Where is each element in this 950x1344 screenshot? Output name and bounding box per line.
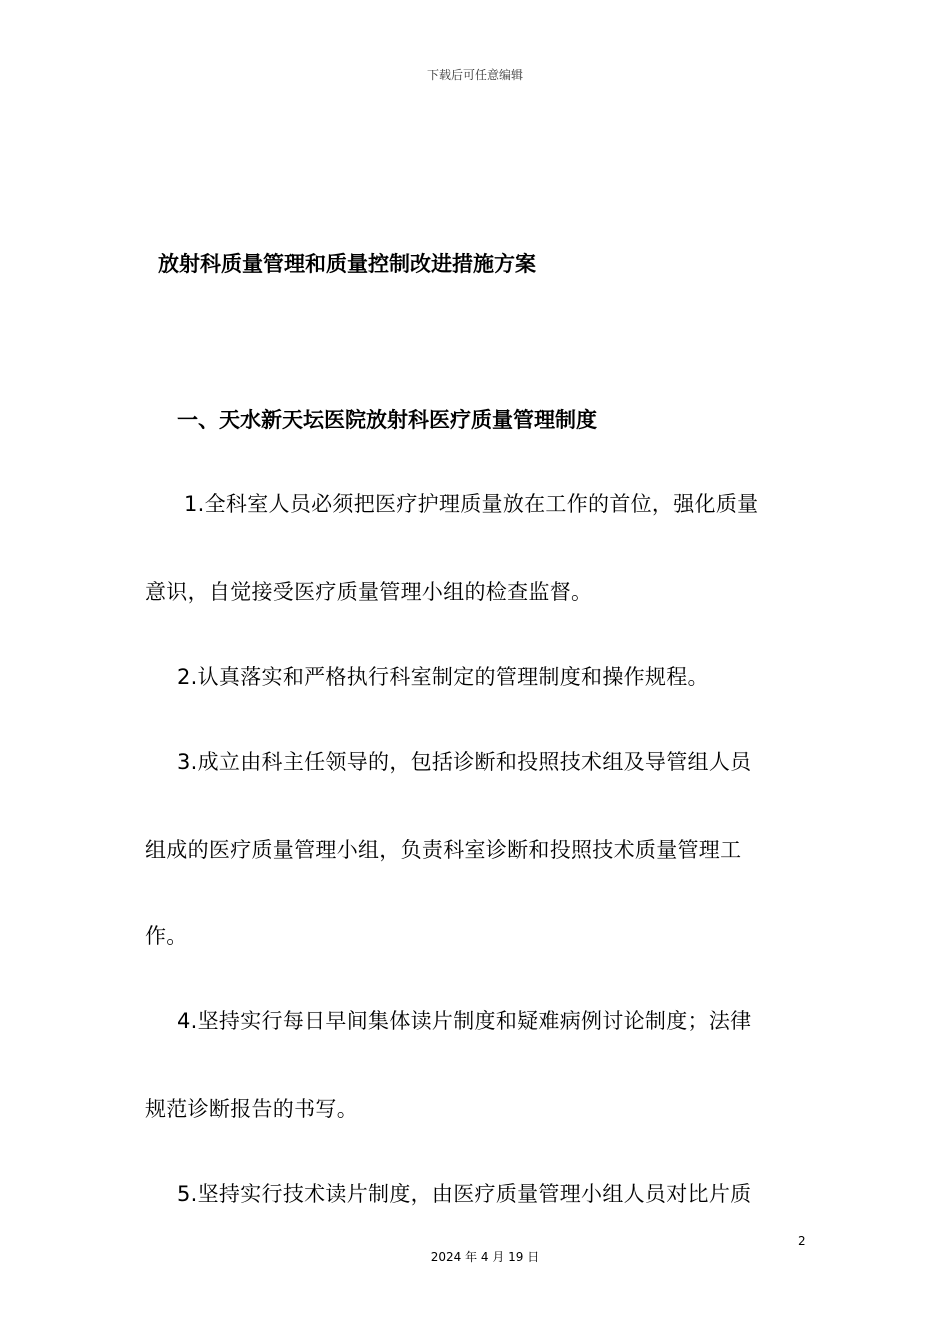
page-number: 2 [798,1234,806,1248]
body-line-2: 意识，自觉接受医疗质量管理小组的检查监督。 [145,580,593,604]
body-line-4: 3.成立由科主任领导的，包括诊断和投照技术组及导管组人员 [177,750,752,774]
body-line-9: 5.坚持实行技术读片制度，由医疗质量管理小组人员对比片质 [177,1182,752,1206]
body-line-5: 组成的医疗质量管理小组，负责科室诊断和投照技术质量管理工 [145,838,742,862]
body-line-8: 规范诊断报告的书写。 [145,1097,358,1121]
body-line-3: 2.认真落实和严格执行科室制定的管理制度和操作规程。 [177,665,709,689]
body-line-7: 4.坚持实行每日早间集体读片制度和疑难病例讨论制度；法律 [177,1009,752,1033]
section-heading: 一、天水新天坛医院放射科医疗质量管理制度 [177,408,597,432]
document-title: 放射科质量管理和质量控制改进措施方案 [158,252,536,276]
body-line-6: 作。 [145,924,188,948]
header-note: 下载后可任意编辑 [426,68,523,82]
body-line-1: 1.全科室人员必须把医疗护理质量放在工作的首位，强化质量 [184,492,759,516]
footer-date: 2024 年 4 月 19 日 [430,1250,540,1264]
